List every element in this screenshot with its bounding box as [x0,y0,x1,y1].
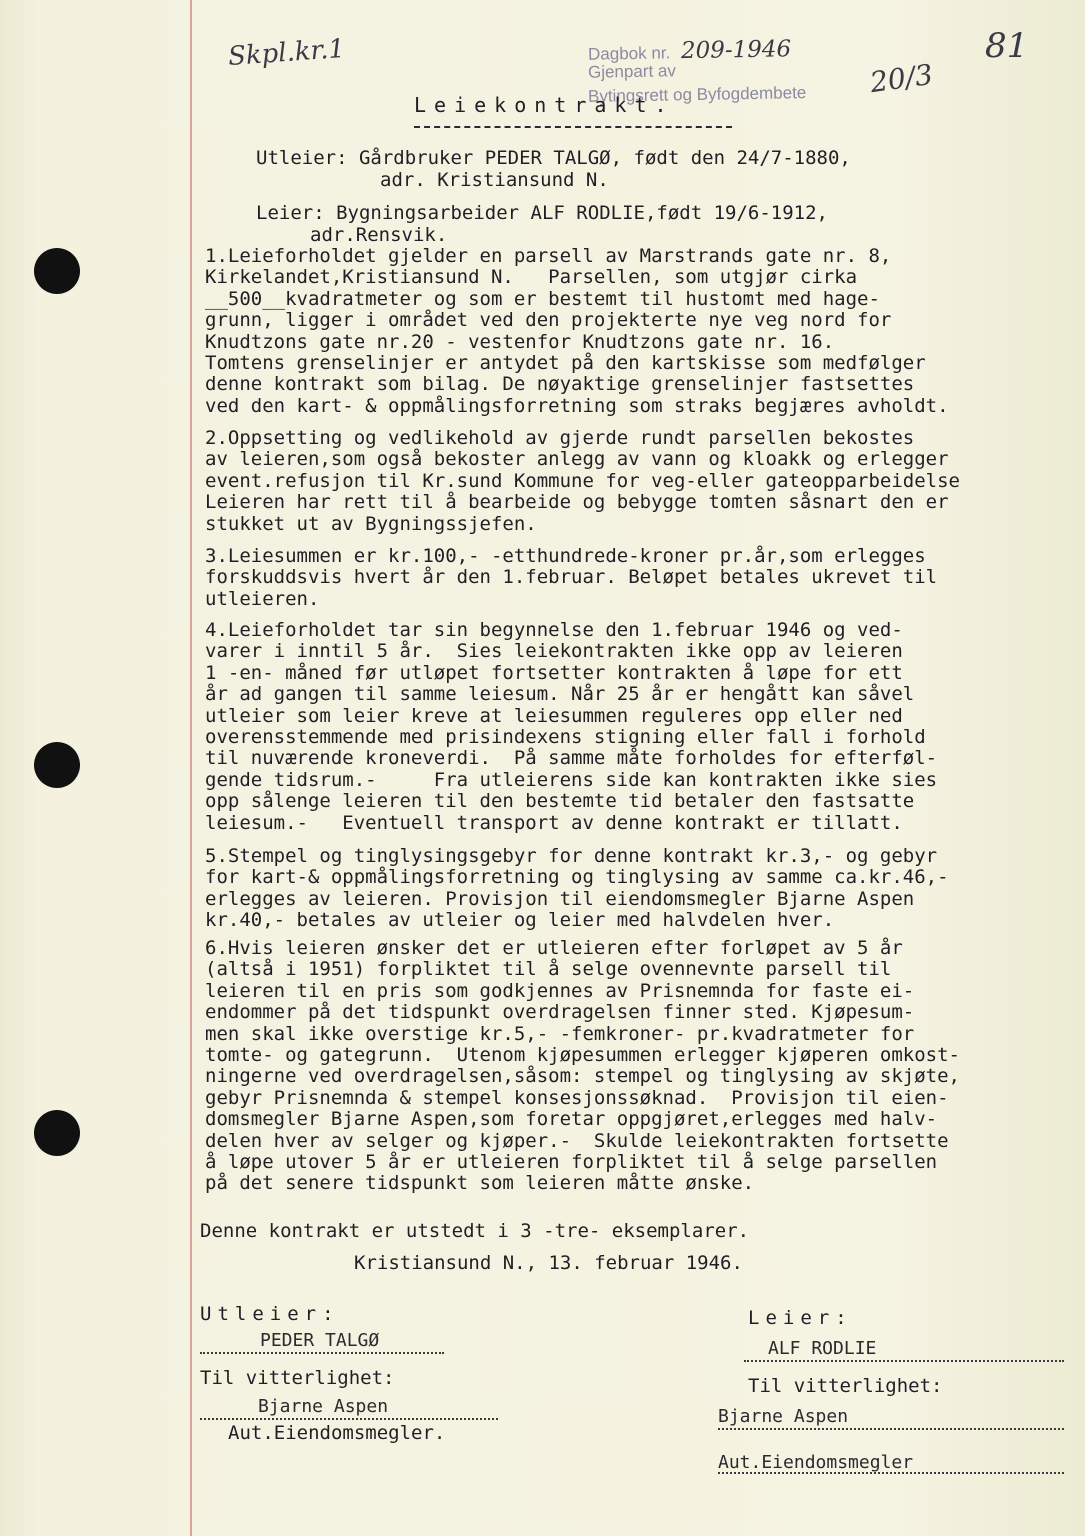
clause-6-line: leieren til en pris som godkjennes av Prisnemnda for faste ei- [205,979,915,1002]
clause-1-line: ved den kart- & oppmålingsforretning som straks begjæres avholdt. [205,394,949,417]
witness-label-right: Til vitterlighet: [748,1375,943,1397]
clause-5-line: for kart-& oppmålingsforretning og tinglysing av samme ca.kr.46,- [205,866,949,889]
clause-4-line: år ad gangen til samme leiesum. Når 25 år er hengått kan såvel [205,683,915,706]
witness-signature-line-right [718,1428,1064,1430]
witness-signature-line-left [200,1418,498,1420]
clause-5-line: 5.Stempel og tinglysingsgebyr for denne kontrakt kr.3,- og gebyr [205,845,938,867]
witness-label-left: Til vitterlighet: [200,1367,395,1389]
stamp-line1: Dagbok nr. [587,43,671,64]
witness-signature-left: Bjarne Aspen [258,1396,389,1417]
clause-3-line: utleieren. [205,587,320,610]
clause-6-line: delen hver av selger og kjøper.- Skulde leiekontrakten fortsette [205,1129,949,1152]
clause-4-line: leiesum.- Eventuell transport av denne kontrakt er tillatt. [205,811,903,834]
lessee-address: adr.Rensvik. [310,224,448,246]
clause-3-line: 3.Leiesummen er kr.100,- -etthundrede-kroner pr.år,som erlegges [205,545,926,567]
lessee-details: Bygningsarbeider ALF RODLIE,født 19/6-1912, [336,202,828,224]
clause-1-line: grunn, ligger i området ved den projekterte nye veg nord for [205,309,892,332]
clause-6-line: tomte- og gategrunn. Utenom kjøpesummen erlegger kjøperen omkost- [205,1044,960,1066]
clause-5-line: kr.40,- betales av utleier og leier med halvdelen hver. [205,909,835,932]
clause-1-line: Kirkelandet,Kristiansund N. Parsellen, som utgjør cirka [205,266,858,289]
lessee-signature-line [744,1360,1064,1362]
clause-4-line: varer i inntil 5 år. Sies leiekontrakten ikke opp av leieren [205,640,903,663]
clause-2-line: Leieren har rett til å bearbeide og bebygge tomten såsnart den er [205,491,949,514]
lessor-signature-line [200,1352,444,1354]
stamp-entry-number: 209-1946 [680,36,792,65]
place-date: Kristiansund N., 13. februar 1946. [354,1252,743,1274]
title-underline [414,126,732,128]
clause-6-line: ningerne ved overdragelsen,såsom: stempel og tinglysing av skjøte, [205,1065,960,1088]
handwritten-reference: Skpl.kr.1 [227,33,346,73]
clause-1-line: Knudtzons gate nr.20 - vestenfor Knudtzons gate nr. 16. [205,330,835,353]
punch-hole [34,742,80,788]
clause-3-line: forskuddsvis hvert år den 1.februar. Beløpet betales ukrevet til [205,566,938,589]
lessee-signature-label: Leier: [748,1307,853,1329]
lessor-signature: PEDER TALGØ [260,1330,380,1351]
punch-hole [34,1110,80,1156]
clause-6-line: (altså i 1951) forpliktet til å selge ovennevnte parsell til [205,958,892,981]
clause-1-line: denne kontrakt som bilag. De nøyaktige grenselinjer fastsettes [205,373,915,396]
clause-6-line: å løpe utover 5 år er utleieren forpliktet til å selge parsellen [205,1151,938,1173]
clause-6-line: 6.Hvis leieren ønsker det er utleieren efter forløpet av 5 år [205,937,903,959]
lessee-label: Leier: [256,202,325,224]
clause-6-line: på det senere tidspunkt som leieren måtte ønske. [205,1172,755,1195]
lessor-label: Utleier: [256,147,348,169]
witness-title-left: Aut.Eiendomsmegler. [228,1422,446,1444]
witness-title-right: Aut.Eiendomsmegler [718,1452,914,1473]
clause-4-line: overensstemmende med prisindexens stigning eller fall i forhold [205,726,926,748]
stamp-date-note: 20/3 [868,57,935,100]
clause-6-line: gebyr Prisnemnda & stempel konsesjonssøknad. Provisjon til eien- [205,1086,949,1109]
document-title: Leiekontrakt. [414,93,675,117]
folio-number: 81 [985,26,1029,66]
clause-1-line: Tomtens grenselinjer er antydet på den kartskisse som medfølger [205,352,926,374]
clause-2-line: stukket ut av Bygningssjefen. [205,512,537,535]
clause-4-line: 1 -en- måned før utløpet fortsetter kontrakten å løpe for ett [205,661,903,684]
clause-4-line: gende tidsrum.- Fra utleierens side kan kontrakten ikke sies [205,768,938,791]
clause-2-line: event.refusjon til Kr.sund Kommune for veg-eller gateopparbeidelse [205,469,960,492]
clause-1-line: __500__kvadratmeter og som er bestemt til hustomt med hage- [205,287,880,310]
stamp-line2: Gjenpart av [587,61,677,82]
stamp-line3: Bytingsrett og Byfogdembete [587,83,807,106]
lessee-signature: ALF RODLIE [768,1338,877,1359]
margin-line [190,0,192,1536]
clause-5-line: erlegges av leieren. Provisjon til eiendomsmegler Bjarne Aspen [205,887,915,910]
witness-title-line-right [718,1472,1064,1474]
punch-hole [34,248,80,294]
clause-4-line: 4.Leieforholdet tar sin begynnelse den 1.februar 1946 og ved- [205,619,903,641]
copies-statement: Denne kontrakt er utstedt i 3 -tre- eksemplarer. [200,1220,750,1242]
clause-4-line: opp sålenge leieren til den bestemte tid betaler den fastsatte [205,790,915,813]
lessor-signature-label: Utleier: [200,1303,340,1325]
clause-4-line: utleier som leier kreve at leiesummen reguleres opp eller ned [205,704,903,727]
clause-6-line: men skal ikke overstige kr.5,- -femkroner- pr.kvadratmeter for [205,1022,915,1045]
witness-signature-right: Bjarne Aspen [718,1406,849,1427]
lessor-address: adr. Kristiansund N. [380,169,609,191]
clause-1-line: 1.Leieforholdet gjelder en parsell av Marstrands gate nr. 8, [205,245,892,267]
clause-6-line: endommer på det tidspunkt overdragelsen finner sted. Kjøpesum- [205,1001,915,1024]
lessor-line [256,148,851,169]
clause-6-line: domsmegler Bjarne Aspen,som foretar oppgjøret,erlegges med halv- [205,1108,938,1131]
lessee-line [256,203,828,224]
clause-2-line: av leieren,som også bekoster anlegg av vann og kloakk og erlegger [205,448,949,471]
clause-2-line: 2.Oppsetting og vedlikehold av gjerde rundt parsellen bekostes [205,427,915,449]
clause-4-line: til nuværende kroneverdi. På samme måte forholdes for efterføl- [205,747,938,770]
lessor-details: Gårdbruker PEDER TALGØ, født den 24/7-1880, [358,147,851,169]
